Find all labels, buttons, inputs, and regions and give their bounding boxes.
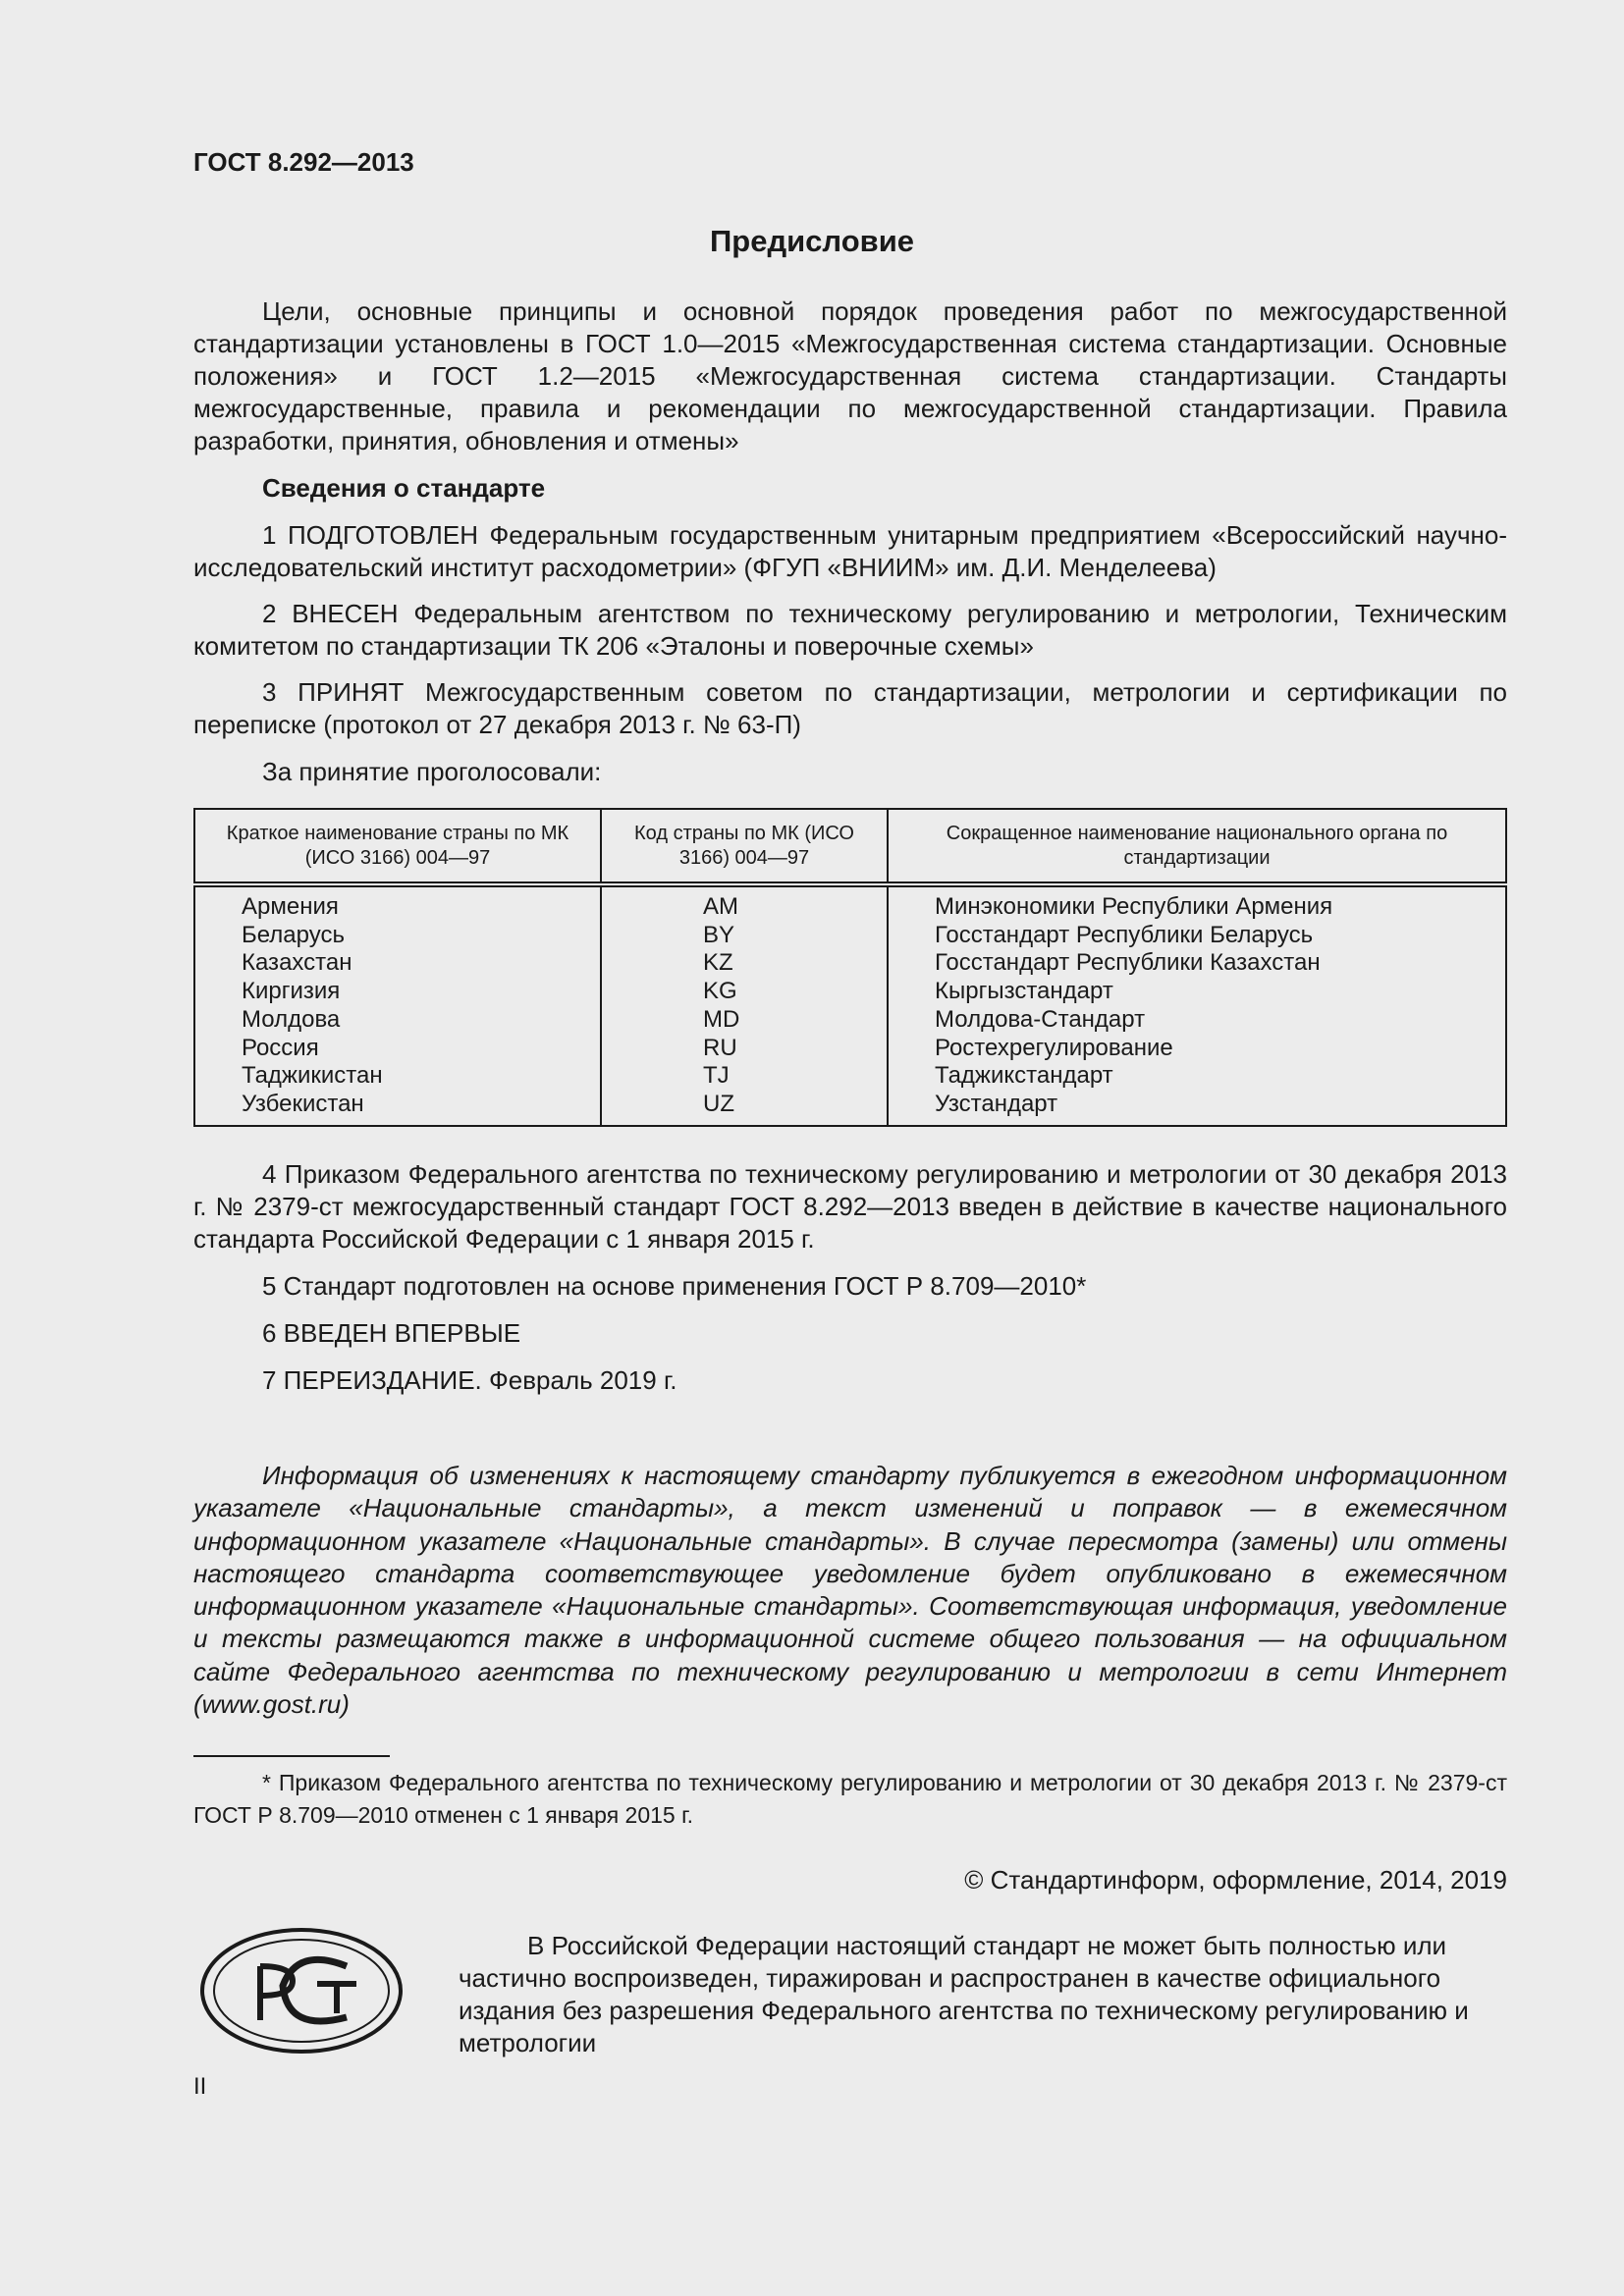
country-name: Таджикистан [242, 1062, 383, 1090]
country-code: MD [703, 1005, 740, 1033]
item-5-basis: 5 Стандарт подготовлен на основе применения ГОСТ Р 8.709—2010* [262, 1271, 1087, 1301]
country-name-cell [194, 884, 601, 1126]
standards-authority: Ростехрегулирование [935, 1034, 1173, 1061]
country-name: Узбекистан [242, 1090, 364, 1117]
standards-authority: Кыргызстандарт [935, 978, 1113, 1005]
standards-authority: Таджикстандарт [935, 1062, 1113, 1090]
item-7-reissue: 7 ПЕРЕИЗДАНИЕ. Февраль 2019 г. [262, 1365, 677, 1395]
country-name: Россия [242, 1034, 319, 1061]
footnote: * Приказом Федерального агентства по техническому регулированию и метрологии от 30 декабря 2013 г. № 2379-ст ГОСТ Р 8.709—2010 отменен с 1 января 2015 г. [193, 1770, 1507, 1828]
column-header-authority: Сокращенное наименование национального органа по стандартизации [888, 809, 1506, 884]
country-name: Молдова [242, 1005, 341, 1033]
document-code: ГОСТ 8.292—2013 [193, 147, 414, 177]
country-code: UZ [703, 1090, 734, 1117]
pct-certification-mark-icon [199, 1927, 404, 2055]
page-title: Предисловие [709, 224, 914, 258]
standards-authority: Молдова-Стандарт [935, 1005, 1146, 1033]
country-code: RU [703, 1034, 737, 1061]
changes-info-notice: Информация об изменениях к настоящему стандарту публикуется в ежегодном информационном указателе «Национальные стандарты», а текст изменений и поправок — в ежемесячном информационном указателе «Национальные стандарты». В случае пересмотра (замены) или отмены настоящего стандарта соответствующее уведомление будет опубликовано в ежемесячном информационном указателе «Национальные стандарты». Соответствующая информация, уведомление и тексты размещаются также в информационной системе общего пользования — на официальном сайте Федерального агентства по техническому регулированию и метрологии в сети Интернет (www.gost.ru) [193, 1461, 1507, 1720]
table-header-row [194, 809, 1506, 884]
country-code: KG [703, 978, 737, 1005]
column-header-code: Код страны по МК (ИСО 3166) 004—97 [601, 809, 888, 884]
item-1-prepared: 1 ПОДГОТОВЛЕН Федеральным государственным унитарным предприятием «Всероссийский научно-исследовательский институт расходометрии» (ФГУП «ВНИИМ» им. Д.И. Менделеева) [193, 520, 1507, 582]
country-name: Киргизия [242, 978, 341, 1005]
country-name: Казахстан [242, 949, 352, 977]
table-body-row [194, 884, 1506, 1126]
item-6-introduced: 6 ВВЕДЕН ВПЕРВЫЕ [262, 1318, 521, 1348]
item-4-order: 4 Приказом Федерального агентства по техническому регулированию и метрологии от 30 декабря 2013 г. № 2379-ст межгосударственный стандарт ГОСТ 8.292—2013 введен в действие в качестве национального стандарта Российской Федерации с 1 января 2015 г. [193, 1159, 1507, 1254]
about-standard-heading: Сведения о стандарте [262, 473, 546, 503]
country-code: TJ [703, 1062, 730, 1090]
page-number: II [193, 2073, 207, 2100]
voted-label: За принятие проголосовали: [262, 757, 602, 786]
standards-authority: Минэкономики Республики Армения [935, 893, 1333, 920]
item-2-submitted: 2 ВНЕСЕН Федеральным агентством по техническому регулированию и метрологии, Техническим комитетом по стандартизации ТК 206 «Эталоны и поверочные схемы» [193, 599, 1507, 661]
country-name: Армения [242, 893, 339, 920]
column-header-country: Краткое наименование страны по МК (ИСО 3166) 004—97 [194, 809, 601, 884]
country-name: Беларусь [242, 921, 345, 948]
country-code-cell [601, 884, 888, 1126]
country-code: AM [703, 893, 738, 920]
standards-authority: Госстандарт Республики Казахстан [935, 949, 1321, 977]
country-code: KZ [703, 949, 733, 977]
intro-paragraph: Цели, основные принципы и основной порядок проведения работ по межгосударственной стандартизации установлены в ГОСТ 1.0—2015 «Межгосударственная система стандартизации. Основные положения» и ГОСТ 1.2—2015 «Межгосударственная система стандартизации. Стандарты межгосударственные, правила и рекомендации по межгосударственной стандартизации. Правила разработки, принятия, обновления и отмены» [193, 296, 1507, 455]
voting-countries-table [193, 808, 1507, 1127]
copyright-line: © Стандартинформ, оформление, 2014, 2019 [964, 1865, 1507, 1895]
footnote-divider [193, 1755, 390, 1757]
country-code: BY [703, 921, 735, 948]
standards-authority: Госстандарт Республики Беларусь [935, 921, 1314, 948]
item-3-adopted: 3 ПРИНЯТ Межгосударственным советом по стандартизации, метрологии и сертификации по переписке (протокол от 27 декабря 2013 г. № 63-П) [193, 677, 1507, 739]
authority-cell [888, 884, 1506, 1126]
rights-notice: В Российской Федерации настоящий стандарт не может быть полностью или частично воспроизведен, тиражирован и распространен в качестве официального издания без разрешения Федерального агентства по техническому регулированию и метрологии [459, 1931, 1469, 2057]
standards-authority: Узстандарт [935, 1090, 1058, 1117]
